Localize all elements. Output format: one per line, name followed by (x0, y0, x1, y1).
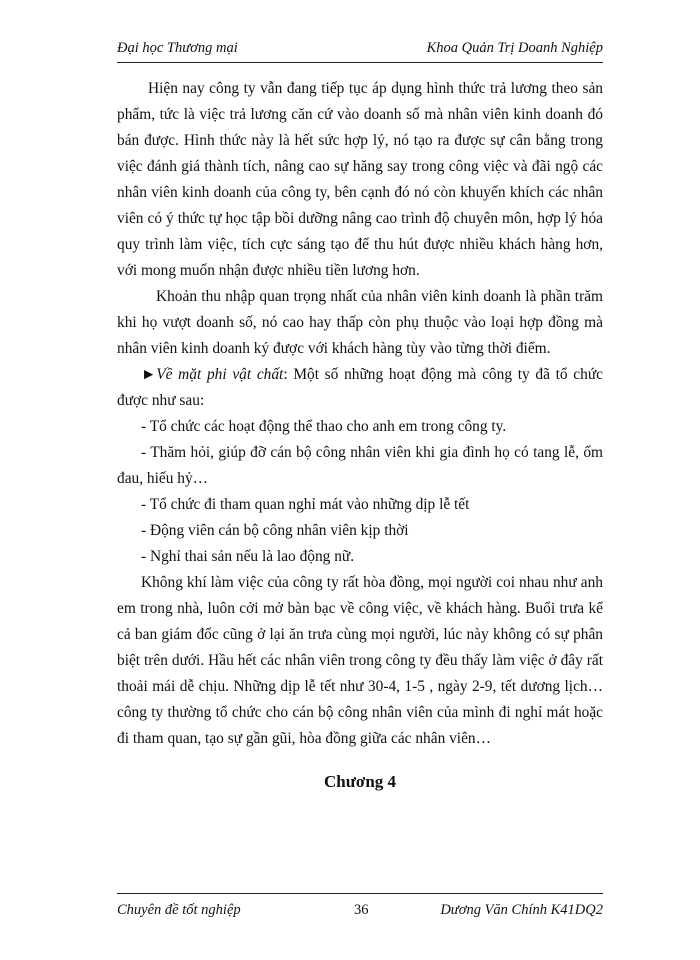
non-material-text: : Một số những hoạt động mà công ty đã tổ chức được như sau: (117, 366, 603, 409)
document-body (117, 76, 603, 752)
header-university: Đại học Thương mại (117, 40, 238, 56)
footer-divider (117, 893, 603, 894)
paragraph-non-material (117, 362, 603, 414)
arrow-marker-icon: ► (141, 366, 157, 383)
header-faculty: Khoa Quản Trị Doanh Nghiệp (426, 40, 603, 56)
chapter-heading: Chương 4 (323, 772, 397, 791)
footer-thesis-label: Chuyên đề tốt nghiệp (117, 902, 241, 918)
footer-author: Dương Văn Chính K41DQ2 (440, 902, 603, 918)
list-item: - Nghỉ thai sản nếu là lao động nữ. (141, 548, 355, 565)
list-item: - Động viên cán bộ công nhân viên kịp thời (141, 522, 409, 539)
paragraph-atmosphere: Không khí làm việc của công ty rất hòa đồng, mọi người coi nhau như anh em trong nhà, luôn cởi mở bàn bạc về công việc, về khách hàng. Buổi trưa kể cả ban giám đốc cũng ở lại ăn trưa cùng mọi người, lúc này không có sự phân biệt trên dưới. Hầu hết các nhân viên trong công ty đều thấy làm việc ở đây rất thoải mái dễ chịu. Những dịp lễ tết như 30-4, 1-5 , ngày 2-9, tết dương lịch…công ty thường tổ chức cho cán bộ công nhân viên của mình đi nghỉ mát hoặc đi tham quan, tạo sự gần gũi, hòa đồng giữa các nhân viên… (117, 574, 603, 747)
list-item: - Tổ chức đi tham quan nghỉ mát vào những dịp lễ tết (141, 496, 470, 513)
page-header (117, 40, 603, 63)
list-item: - Tổ chức các hoạt động thể thao cho anh em trong công ty. (141, 418, 507, 435)
non-material-label: Về mặt phi vật chất (156, 366, 284, 383)
page-number: 36 (354, 902, 369, 918)
paragraph-income: Khoản thu nhập quan trọng nhất của nhân viên kinh doanh là phần trăm khi họ vượt doanh số, nó cao hay thấp còn phụ thuộc vào loại hợp đồng mà nhân viên kinh doanh ký được với khách hàng tùy vào từng thời điểm. (117, 288, 603, 357)
list-item: - Thăm hỏi, giúp đỡ cán bộ công nhân viên khi gia đình họ có tang lễ, ốm đau, hiếu hỷ… (117, 444, 603, 487)
paragraph-salary: Hiện nay công ty vẫn đang tiếp tục áp dụng hình thức trả lương theo sản phẩm, tức là việc trả lương căn cứ vào doanh số mà nhân viên kinh doanh đó bán được. Hình thức này là hết sức hợp lý, nó tạo ra được sự cân bằng trong việc đánh giá thành tích, nâng cao sự hăng say trong công việc và đãi ngộ các nhân viên kinh doanh của công ty, bên cạnh đó nó còn khuyến khích các nhân viên có ý thức tự học tập bồi dưỡng nâng cao trình độ chuyên môn, hợp lý hóa quy trình làm việc, tích cực sáng tạo để thu hút được nhiều khách hàng hơn, với mong muốn nhận được nhiều tiền lương hơn. (117, 80, 603, 279)
